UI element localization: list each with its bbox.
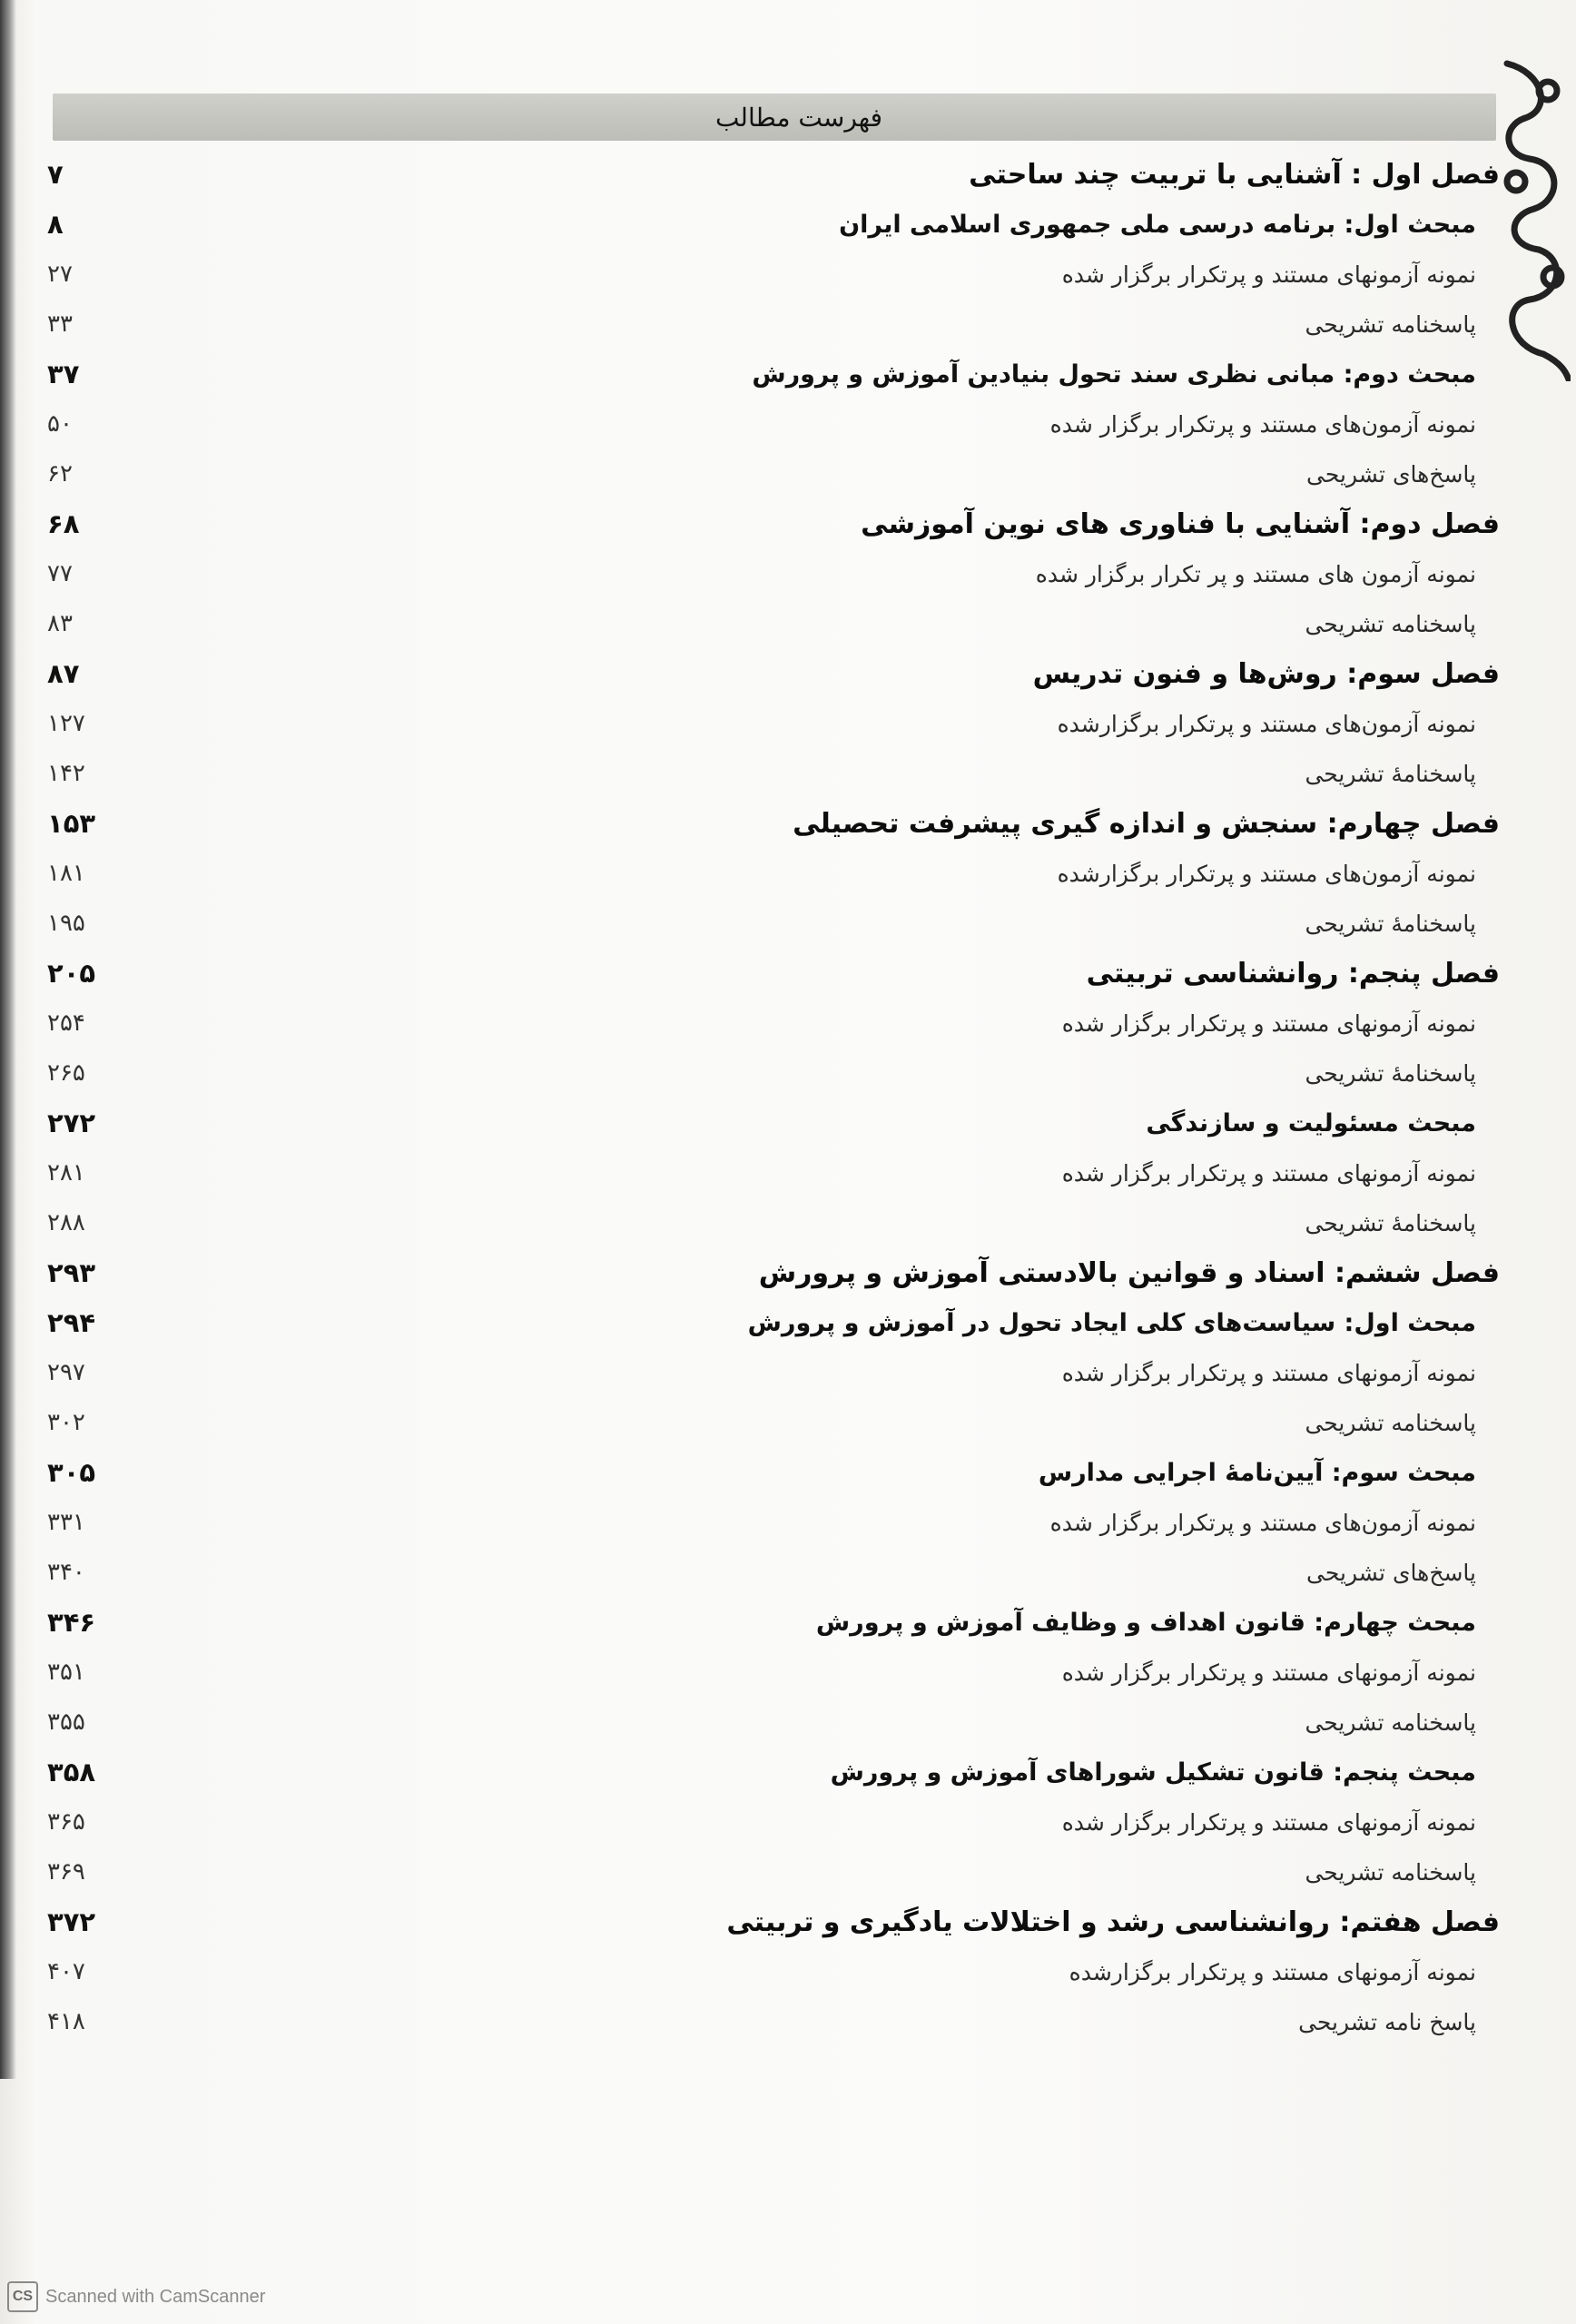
toc-entry-answer: پاسخ‌های تشریحی	[1306, 460, 1476, 487]
toc-entry-section: مبحث اول: برنامه درسی ملی جمهوری اسلامی ایران	[839, 210, 1476, 239]
toc-entry-test: نمونه آزمون‌های مستند و پرتکرار برگزار شده	[1049, 410, 1476, 438]
toc-page-number: ۳۰۲	[47, 1409, 85, 1436]
toc-page-number: ۳۳۱	[47, 1509, 85, 1536]
toc-page-number: ۳۵۸	[47, 1757, 96, 1787]
toc-page-number: ۲۵۴	[47, 1009, 85, 1037]
toc-page-number: ۲۷۲	[47, 1108, 96, 1138]
toc-page-number: ۲۸۸	[47, 1209, 85, 1236]
toc-entry-chapter: فصل سوم: روش‌ها و فنون تدریس	[1032, 657, 1500, 690]
toc-page-number: ۲۷	[47, 261, 73, 288]
toc-page-number: ۱۹۵	[47, 910, 85, 937]
toc-page-number: ۳۵۱	[47, 1659, 85, 1686]
toc-page-number: ۸	[47, 209, 64, 240]
toc-entry-chapter: فصل هفتم: روانشناسی رشد و اختلالات یادگیری و تربیتی	[726, 1905, 1500, 1938]
toc-entry-answer: پاسخنامهٔ تشریحی	[1305, 1059, 1476, 1087]
toc-page-number: ۲۶۵	[47, 1059, 85, 1087]
toc-page-number: ۷	[47, 159, 64, 190]
toc-entry-section: مبحث مسئولیت و سازندگی	[1146, 1108, 1476, 1137]
toc-page-number: ۳۶۵	[47, 1808, 85, 1836]
toc-page-number: ۳۷	[47, 359, 80, 389]
toc-page-number: ۳۷۲	[47, 1906, 96, 1937]
toc-entry-chapter: فصل اول : آشنایی با تربیت چند ساحتی	[969, 158, 1500, 191]
toc-page-number: ۶۸	[47, 508, 80, 539]
toc-entry-test: نمونه آزمونهای مستند و پرتکرار برگزار شده	[1061, 1159, 1476, 1187]
decorative-ornament-icon	[1489, 54, 1571, 381]
camscanner-logo-icon: CS	[7, 2281, 38, 2312]
toc-entry-test: نمونه آزمونهای مستند و پرتکرار برگزار شده	[1061, 1359, 1476, 1386]
toc-entry-answer: پاسخنامه تشریحی	[1305, 310, 1476, 338]
page-title: فهرست مطالب	[714, 102, 883, 133]
toc-page-number: ۳۳	[47, 310, 73, 338]
toc-page-number: ۲۹۳	[47, 1257, 96, 1288]
toc-page-number: ۲۰۵	[47, 958, 96, 989]
toc-entry-answer: پاسخنامهٔ تشریحی	[1305, 760, 1476, 787]
toc-entry-answer: پاسخ‌های تشریحی	[1306, 1559, 1476, 1586]
scanner-footer	[7, 2279, 265, 2315]
toc-page-number: ۱۵۳	[47, 808, 96, 839]
toc-page-number: ۲۹۴	[47, 1307, 96, 1338]
toc-page-number: ۸۳	[47, 610, 73, 637]
toc-entry-chapter: فصل ششم: اسناد و قوانین بالادستی آموزش و پرورش	[758, 1256, 1500, 1289]
toc-entry-test: نمونه آزمون‌های مستند و پرتکرار برگزارشده	[1057, 860, 1476, 887]
toc-page-number: ۳۵۵	[47, 1709, 85, 1736]
toc-entry-answer: پاسخنامه تشریحی	[1305, 1409, 1476, 1436]
toc-page-number: ۳۰۵	[47, 1457, 96, 1488]
toc-page-number: ۵۰	[47, 410, 73, 438]
toc-entry-chapter: فصل پنجم: روانشناسی تربیتی	[1086, 957, 1500, 990]
toc-entry-test: نمونه آزمون های مستند و پر تکرار برگزار شده	[1035, 560, 1476, 587]
toc-entry-section: مبحث سوم: آیین‌نامهٔ اجرایی مدارس	[1038, 1458, 1476, 1487]
toc-entry-section: مبحث دوم: مبانی نظری سند تحول بنیادین آموزش و پرورش	[752, 359, 1476, 389]
toc-entry-chapter: فصل چهارم: سنجش و اندازه گیری پیشرفت تحصیلی	[793, 807, 1500, 840]
toc-page-number: ۷۷	[47, 560, 73, 587]
toc-page-number: ۳۶۹	[47, 1858, 85, 1886]
toc-page-number: ۸۷	[47, 658, 80, 689]
toc-entry-chapter: فصل دوم: آشنایی با فناوری های نوین آموزشی	[861, 507, 1500, 540]
toc-page-number: ۲۸۱	[47, 1159, 85, 1187]
toc-page-number: ۱۲۷	[47, 710, 85, 737]
toc-entry-answer: پاسخنامهٔ تشریحی	[1305, 1209, 1476, 1236]
binding-shadow	[0, 0, 16, 2079]
toc-entry-test: نمونه آزمونهای مستند و پرتکرار برگزار شده	[1061, 1659, 1476, 1686]
toc-entry-section: مبحث چهارم: قانون اهداف و وظایف آموزش و پرورش	[815, 1608, 1476, 1637]
toc-entry-test: نمونه آزمون‌های مستند و پرتکرار برگزار شده	[1049, 1509, 1476, 1536]
toc-entry-answer: پاسخنامه تشریحی	[1305, 1858, 1476, 1886]
toc-page-number: ۶۲	[47, 460, 73, 487]
toc-page-number: ۱۸۱	[47, 860, 85, 887]
toc-entry-test: نمونه آزمونهای مستند و پرتکرار برگزارشده	[1069, 1958, 1476, 1985]
toc-page-number: ۴۰۷	[47, 1958, 85, 1985]
scanner-footer-text: Scanned with CamScanner	[45, 2286, 266, 2307]
toc-entry-answer: پاسخنامه تشریحی	[1305, 610, 1476, 637]
toc-page-number: ۱۴۲	[47, 760, 85, 787]
toc-page-number: ۳۴۰	[47, 1559, 85, 1586]
toc-entry-test: نمونه آزمون‌های مستند و پرتکرار برگزارشده	[1057, 710, 1476, 737]
toc-entry-answer: پاسخنامهٔ تشریحی	[1305, 910, 1476, 937]
toc-page-number: ۲۹۷	[47, 1359, 85, 1386]
toc-page-number: ۴۱۸	[47, 2008, 85, 2035]
toc-entry-test: نمونه آزمونهای مستند و پرتکرار برگزار شده	[1061, 1808, 1476, 1836]
toc-entry-section: مبحث پنجم: قانون تشکیل شوراهای آموزش و پرورش	[830, 1758, 1476, 1787]
toc-entry-test: نمونه آزمونهای مستند و پرتکرار برگزار شده	[1061, 1009, 1476, 1037]
toc-entry-test: نمونه آزمونهای مستند و پرتکرار برگزار شده	[1061, 261, 1476, 288]
toc-entry-answer: پاسخ نامه تشریحی	[1298, 2008, 1476, 2035]
toc-page-number: ۳۴۶	[47, 1607, 96, 1638]
toc-entry-answer: پاسخنامه تشریحی	[1305, 1709, 1476, 1736]
toc-entry-section: مبحث اول: سیاست‌های کلی ایجاد تحول در آموزش و پرورش	[747, 1308, 1476, 1337]
